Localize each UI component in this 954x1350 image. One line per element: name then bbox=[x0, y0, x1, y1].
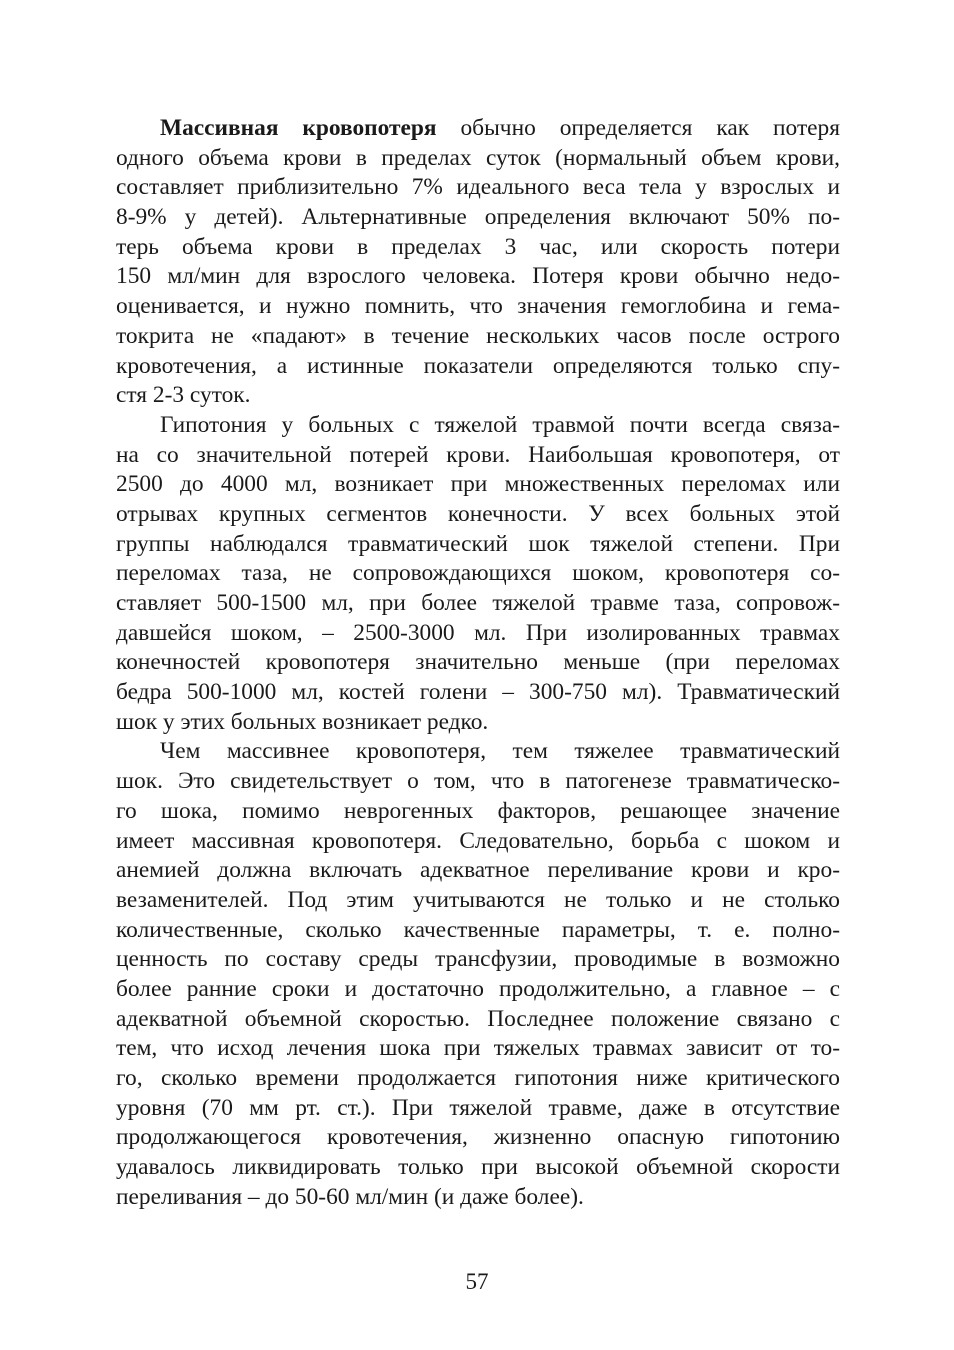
text-line: удавалось ликвидировать только при высокой объемной скорости bbox=[116, 1154, 840, 1181]
text-line: переломах таза, не сопровождающихся шоком, кровопотеря со- bbox=[116, 560, 840, 587]
text-line: бедра 500-1000 мл, костей голени – 300-750 мл). Травматический bbox=[116, 679, 840, 706]
text-line: давшейся шоком, – 2500-3000 мл. При изолированных травмах bbox=[116, 619, 840, 646]
text-line: уровня (70 мм рт. ст.). При тяжелой травме, даже в отсутствие bbox=[116, 1094, 840, 1121]
page-body bbox=[116, 114, 840, 1212]
paragraph-traumatic-shock bbox=[116, 737, 840, 1212]
text-line: одного объема крови в пределах суток (нормальный объем крови, bbox=[116, 144, 840, 171]
text-line: 2500 до 4000 мл, возникает при множественных переломах или bbox=[116, 471, 840, 498]
page-number: 57 bbox=[465, 1269, 489, 1294]
text-line bbox=[160, 114, 840, 144]
text-line: 8-9% у детей). Альтернативные определения включают 50% по- bbox=[116, 204, 840, 231]
paragraph-massive-blood-loss bbox=[116, 114, 840, 411]
text-line: составляет приблизительно 7% идеального веса тела у взрослых и bbox=[116, 174, 840, 201]
text-line: кровотечения, а истинные показатели определяются только спу- bbox=[116, 352, 840, 379]
text-line: анемией должна включать адекватное переливание крови и кро- bbox=[116, 857, 840, 884]
text-line: шок. Это свидетельствует о том, что в патогенезе травматическо- bbox=[116, 768, 840, 795]
text-line: переливания – до 50-60 мл/мин (и даже более). bbox=[116, 1183, 584, 1210]
paragraph-hypotension bbox=[116, 411, 840, 738]
text-line: более ранние сроки и достаточно продолжительно, а главное – с bbox=[116, 975, 840, 1002]
text-line: продолжающегося кровотечения, жизненно опасную гипотонию bbox=[116, 1124, 840, 1151]
text-line: количественные, сколько качественные параметры, т. е. полно- bbox=[116, 916, 840, 943]
text-line: го, сколько времени продолжается гипотония ниже критического bbox=[116, 1065, 840, 1091]
text-line: Чем массивнее кровопотеря, тем тяжелее травматический bbox=[160, 738, 840, 765]
text-line: адекватной объемной скоростью. Последнее положение связано с bbox=[116, 1005, 840, 1032]
text-line: тем, что исход лечения шока при тяжелых травмах зависит от то- bbox=[116, 1035, 840, 1062]
text-line: на со значительной потерей крови. Наибольшая кровопотеря, от bbox=[116, 441, 840, 468]
text-line: отрывах крупных сегментов конечности. У всех больных этой bbox=[116, 500, 840, 527]
bold-term: Массивная кровопотеря bbox=[160, 115, 437, 141]
text-line: токрита не «падают» в течение нескольких часов после острого bbox=[116, 322, 840, 349]
text-line: ставляет 500-1500 мл, при более тяжелой травме таза, сопровож- bbox=[116, 590, 840, 616]
text-line: 150 мл/мин для взрослого человека. Потеря крови обычно недо- bbox=[116, 263, 840, 290]
text-line: шок у этих больных возникает редко. bbox=[116, 708, 489, 735]
text-line: ценность по составу среды трансфузии, проводимые в возможно bbox=[116, 946, 840, 973]
text-fragment: обычно определяется как потеря bbox=[436, 115, 840, 141]
text-line: стя 2-3 суток. bbox=[116, 382, 251, 409]
text-line: оценивается, и нужно помнить, что значения гемоглобина и гема- bbox=[116, 293, 840, 320]
text-line: конечностей кровопотеря значительно меньше (при переломах bbox=[116, 649, 840, 676]
text-line: Гипотония у больных с тяжелой травмой почти всегда связа- bbox=[160, 411, 840, 438]
text-line: группы наблюдался травматический шок тяжелой степени. При bbox=[116, 530, 840, 557]
text-line: везаменителей. Под этим учитываются не только и не столько bbox=[116, 886, 840, 913]
text-line: терь объема крови в пределах 3 час, или скорость потери bbox=[116, 233, 840, 260]
text-line: го шока, помимо неврогенных факторов, решающее значение bbox=[116, 797, 840, 824]
text-line: имеет массивная кровопотеря. Следовательно, борьба с шоком и bbox=[116, 827, 840, 854]
